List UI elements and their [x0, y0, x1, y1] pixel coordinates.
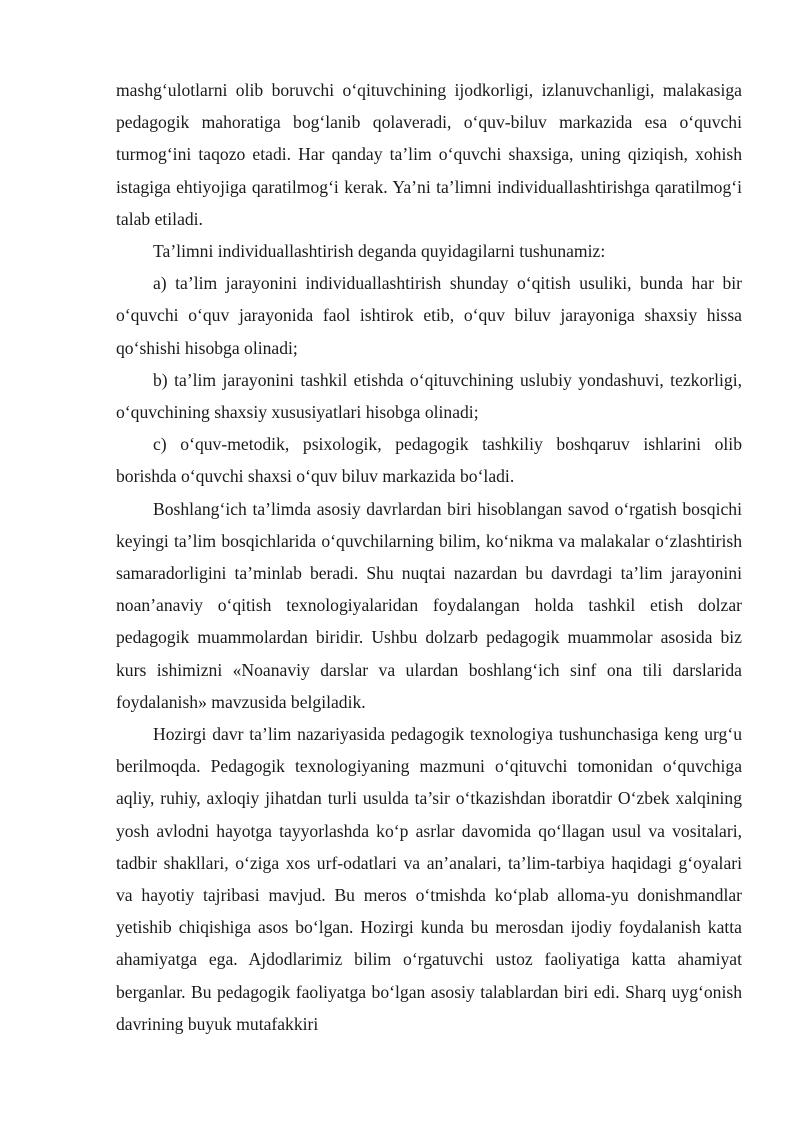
body-text — [116, 74, 742, 1040]
list-item-a: a) ta’lim jarayonini individuallashtirish shunday o‘qitish usuliki, bunda har bir o‘quvchi o‘quv jarayonida faol ishtirok etib, o‘quv biluv jarayoniga shaxsiy hissa qo‘shishi hisobga olinadi; — [116, 273, 742, 358]
list-item-b: b) ta’lim jarayonini tashkil etishda o‘qituvchining uslubiy yondashuvi, tezkorligi, o‘quvchining shaxsiy xususiyatlari hisobga olinadi; — [116, 369, 742, 423]
paragraph-hozirgi: Hozirgi davr ta’lim nazariyasida pedagogik texnologiya tushunchasiga keng urg‘u berilmoqda. Pedagogik texnologiyaning mazmuni o‘qituvchi tomonidan o‘quvchiga aqliy, ruhiy, axloqiy jihatdan turli usulda ta’sir o‘tkazishdan iboratdir O‘zbek xalqining yosh avlodni hayotga tayyorlashda ko‘p asrlar davomida qo‘llagan usul va vositalari, tadbir shakllari, o‘ziga xos urf-odatlari va an’analari, ta’lim-tarbiya haqidagi g‘oyalari va hayotiy tajribasi mavjud. Bu meros o‘tmishda ko‘plab alloma-yu donishmandlar yetishib chiqishiga asos bo‘lgan. Hozirgi kunda bu merosdan ijodiy foydalanish katta ahamiyatga ega. Ajdodlarimiz bilim o‘rgatuvchi ustoz faoliyatiga katta ahamiyat berganlar. Bu pedagogik faoliyatga bo‘lgan asosiy talablardan biri edi. Sharq uyg‘onish davrining buyuk mutafakkiri — [116, 724, 742, 1034]
paragraph-boshlangich: Boshlang‘ich ta’limda asosiy davrlardan biri hisoblangan savod o‘rgatish bosqichi keyingi ta’lim bosqichlarida o‘quvchilarning bilim, ko‘nikma va malakalar o‘zlashtirish samaradorligini ta’minlab beradi. Shu nuqtai nazardan bu davrdagi ta’lim jarayonini noan’anaviy o‘qitish texnologiyalaridan foydalangan holda tashkil etish dolzar pedagogik muammolardan biridir. Ushbu dolzarb pedagogik muammolar asosida biz kurs ishimizni «Noanaviy darslar va ulardan boshlang‘ich sinf ona tili darslarida foydalanish» mavzusida belgiladik. — [116, 498, 742, 712]
paragraph-intro: Ta’limni individuallashtirish deganda quyidagilarni tushunamiz: — [153, 241, 606, 262]
paragraph-continuation: mashg‘ulotlarni olib boruvchi o‘qituvchining ijodkorligi, izlanuvchanligi, malakasiga pedagogik mahoratiga bog‘lanib qolaveradi, o‘quv-biluv markazida esa o‘quvchi turmog‘ini taqozo etadi. Har qanday ta’lim o‘quvchi shaxsiga, uning qiziqish, xohish istagiga ehtiyojiga qaratilmog‘i kerak. Ya’ni ta’limni individuallashtirishga qaratilmog‘i talab etiladi. — [116, 80, 742, 229]
list-item-c: c) o‘quv-metodik, psixologik, pedagogik tashkiliy boshqaruv ishlarini olib borishda o‘quvchi shaxsi o‘quv biluv markazida bo‘ladi. — [116, 434, 742, 487]
